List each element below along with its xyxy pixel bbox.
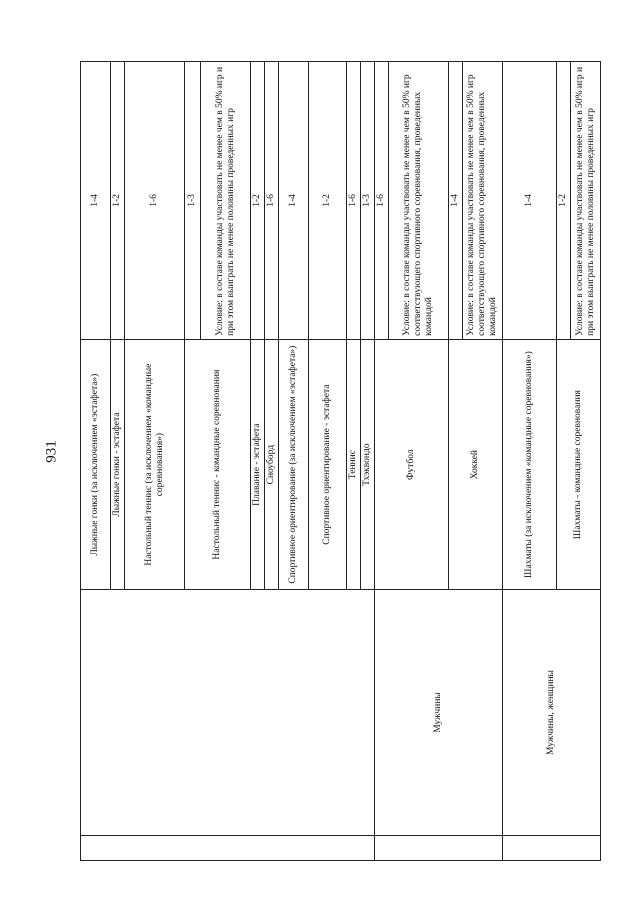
condition-cell: Условие: в составе команды участвовать не менее чем в 50% игр и при этом выиграть не менее половины проведенных игр <box>201 62 251 340</box>
condition-cell: Условие: в составе команды участвовать не менее чем в 50% игр соответствующего спортивного соревнования, проведенных командой <box>463 62 503 340</box>
discipline-cell: Спортивное ориентирование (за исключением «эстафета») <box>279 339 309 590</box>
page-number: 931 <box>43 440 60 463</box>
table-row <box>375 62 389 861</box>
discipline-cell: Тхэквондо <box>361 339 375 590</box>
rotated-table-container <box>80 61 596 861</box>
age-group-cell: 1-6 <box>125 62 185 340</box>
age-group-cell: 1-4 <box>503 62 557 340</box>
age-group-cell: 1-6 <box>347 62 361 340</box>
age-group-cell: 1-4 <box>279 62 309 340</box>
category-cell-men: Мужчины <box>375 590 503 835</box>
age-group-cell: 1-3 <box>361 62 375 340</box>
category-cell-blank <box>503 835 601 860</box>
discipline-cell: Настольный теннис (за исключением «командные соревнования») <box>125 339 185 590</box>
discipline-cell: Лыжные гонки (за исключением «эстафета») <box>81 339 111 590</box>
category-cell-blank <box>81 835 375 860</box>
age-group-cell: 1-4 <box>449 62 463 340</box>
discipline-cell: Сноуборд <box>265 339 279 590</box>
discipline-cell: Теннис <box>347 339 361 590</box>
discipline-cell: Настольный теннис - командные соревнования <box>185 339 251 590</box>
discipline-cell: Спортивное ориентирование - эстафета <box>309 339 347 590</box>
table-row <box>81 62 111 861</box>
discipline-cell: Лыжные гонки - эстафета <box>111 339 125 590</box>
requirements-table <box>80 61 601 861</box>
discipline-cell: Хоккей <box>449 339 503 590</box>
table-row <box>503 62 557 861</box>
age-group-cell: 1-6 <box>265 62 279 340</box>
condition-cell: Условие: в составе команды участвовать не менее чем в 50% игр и при этом выиграть не менее половины проведенных игр <box>571 62 601 340</box>
age-group-cell: 1-2 <box>111 62 125 340</box>
age-group-cell: 1-2 <box>251 62 265 340</box>
discipline-cell: Плавание - эстафета <box>251 339 265 590</box>
category-cell-blank <box>375 835 503 860</box>
discipline-cell: Футбол <box>375 339 449 590</box>
discipline-cell: Шахматы - командные соревнования <box>557 339 601 590</box>
age-group-cell: 1-4 <box>81 62 111 340</box>
category-cell-blank <box>81 590 375 835</box>
category-cell-men-women: Мужчины, женщины <box>503 590 601 835</box>
age-group-cell: 1-2 <box>309 62 347 340</box>
age-group-cell: 1-6 <box>375 62 389 340</box>
age-group-cell: 1-3 <box>185 62 201 340</box>
age-group-cell: 1-2 <box>557 62 571 340</box>
condition-cell: Условие: в составе команды участвовать не менее чем в 50% игр соответствующего спортивного соревнования, проведенных командой <box>389 62 449 340</box>
discipline-cell: Шахматы (за исключением «командные соревнования») <box>503 339 557 590</box>
